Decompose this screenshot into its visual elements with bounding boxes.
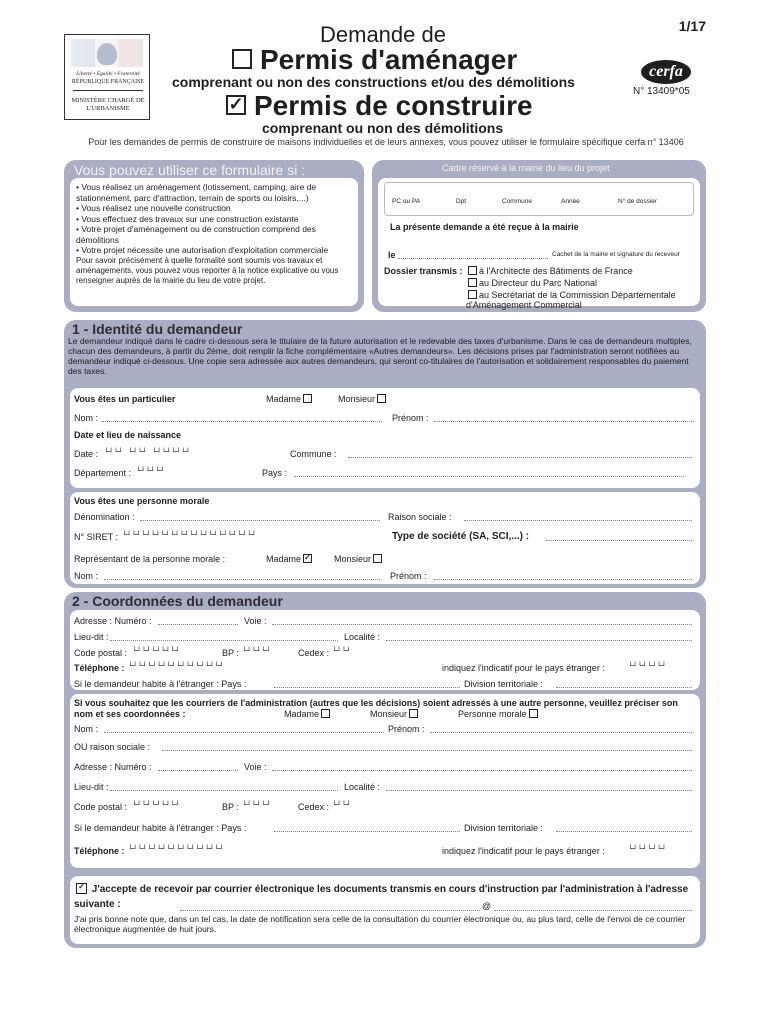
section-coordonnees	[64, 592, 706, 948]
usage-panel	[64, 160, 364, 312]
intro-text: Pour les demandes de permis de construire de maisons individuelles et de leurs annexes, vous pouvez utiliser le formulaire spécifique cerfa n° 13406	[88, 137, 684, 147]
monsieur-checkbox[interactable]	[409, 709, 418, 718]
other-code-postal-field[interactable]: └┘└┘└┘└┘└┘	[132, 801, 181, 810]
representant-monsieur[interactable]: Monsieur	[334, 554, 384, 564]
cdac-checkbox[interactable]	[468, 290, 477, 299]
usage-heading: Vous pouvez utiliser ce formulaire si :	[74, 162, 306, 178]
other-recipient-box	[70, 694, 700, 868]
madame-checkbox[interactable]	[303, 394, 312, 403]
date-label: Date :	[74, 449, 99, 459]
amenager-checkbox[interactable]	[232, 49, 252, 69]
localite-label: Localité :	[344, 632, 381, 642]
type-societe-label: Type de société (SA, SCI,...) :	[392, 531, 530, 542]
rep-nom-label: Nom :	[74, 571, 99, 581]
email-accept[interactable]	[74, 882, 694, 912]
denomination-field[interactable]	[140, 520, 380, 521]
ref-label: Dpt	[456, 198, 467, 205]
pays-label: Pays :	[262, 468, 288, 478]
other-prenom-label: Prénom :	[388, 724, 425, 734]
particulier-box	[70, 388, 700, 488]
pays-field[interactable]	[294, 476, 684, 477]
telephone-field[interactable]: └┘└┘└┘└┘└┘└┘└┘└┘└┘└┘	[128, 662, 225, 671]
voie-label: Voie :	[244, 616, 267, 626]
usage-bullet: • Votre projet nécessite une autorisation d'exploitation commerciale	[76, 245, 329, 255]
mairie-panel	[372, 160, 706, 312]
cerfa-number: N° 13409*05	[633, 86, 690, 97]
birth-heading: Date et lieu de naissance	[74, 430, 182, 440]
email-note: J'ai pris bonne note que, dans un tel cas, la date de notification sera celle de la consultation du courrier électronique ou, au plus tard, celle de l'envoi de ce courrier électronique augmentée de huit jours.	[74, 914, 686, 934]
rep-nom-field[interactable]	[104, 579, 380, 580]
section2-title: 2 - Coordonnées du demandeur	[72, 593, 283, 609]
logo-motto: Liberté • Égalité • Fraternité	[76, 71, 140, 77]
section1-title: 1 - Identité du demandeur	[72, 321, 243, 337]
lieu-dit-label: Lieu-dit :	[74, 632, 109, 642]
monsieur-checkbox[interactable]	[373, 554, 382, 563]
other-telephone-label: Téléphone :	[74, 846, 125, 856]
other-adresse-label: Adresse : Numéro :	[74, 762, 152, 772]
voie-field[interactable]	[272, 624, 692, 625]
bp-label: BP :	[222, 648, 239, 658]
amenager-subtitle: comprenant ou non des constructions et/ou des démolitions	[172, 74, 575, 90]
other-voie-label: Voie :	[244, 762, 267, 772]
division-field[interactable]	[556, 687, 692, 688]
personne-morale-checkbox[interactable]	[529, 709, 538, 718]
le-label: le	[388, 250, 396, 260]
usage-bullet: • Vous réalisez un aménagement (lotissement, camping, aire de stationnement, parc d'attraction, terrain de sports ou loisirs,...)	[76, 182, 317, 203]
other-localite-field[interactable]	[386, 790, 692, 791]
etranger-pays-field[interactable]	[274, 687, 460, 688]
morale-box	[70, 492, 700, 584]
siret-label: N° SIRET :	[74, 532, 118, 542]
nom-field[interactable]	[102, 421, 382, 422]
mairie-heading: Cadre réservé à la mairie du lieu du projet	[442, 163, 610, 173]
date-reception-field[interactable]	[398, 258, 548, 259]
email-box	[70, 876, 700, 944]
stamp-label: Cachet de la mairie et signature du receveur	[552, 251, 680, 258]
received-text: La présente demande a été reçue à la mairie	[390, 222, 579, 232]
rep-prenom-field[interactable]	[434, 579, 692, 580]
bp-field[interactable]: └┘└┘└┘	[242, 647, 271, 656]
departement-label: Département :	[74, 468, 132, 478]
usage-bullets	[76, 182, 352, 286]
other-personne-morale[interactable]: Personne morale	[458, 709, 540, 719]
other-lieu-dit-field[interactable]	[110, 790, 338, 791]
ref-label: Commune	[502, 198, 532, 205]
nom-label: Nom :	[74, 413, 99, 423]
other-etranger-label: Si le demandeur habite à l'étranger : Pays :	[74, 823, 247, 833]
madame-checkbox[interactable]: ✓	[304, 553, 311, 563]
construire-subtitle: comprenant ou non des démolitions	[262, 120, 504, 136]
particulier-heading: Vous êtes un particulier	[74, 394, 176, 404]
cerfa-logo: cerfa	[641, 60, 691, 84]
code-postal-field[interactable]: └┘└┘└┘└┘└┘	[132, 647, 181, 656]
email-checkbox[interactable]: ✓	[76, 883, 87, 894]
marianne-icon	[71, 39, 143, 67]
other-etranger-pays-field[interactable]	[274, 831, 460, 832]
division-label: Division territoriale :	[464, 679, 544, 689]
usage-bullet: • Votre projet d'aménagement ou de construction comprend des démolitions	[76, 224, 316, 245]
lieu-dit-field[interactable]	[110, 640, 338, 641]
other-nom-field[interactable]	[104, 732, 384, 733]
usage-bullet: • Vous effectuez des travaux sur une construction existante	[76, 213, 299, 224]
representant-madame[interactable]: Madame ✓	[266, 553, 311, 564]
other-nom-label: Nom :	[74, 724, 99, 734]
raison-sociale-field[interactable]	[162, 750, 692, 751]
other-bp-field[interactable]: └┘└┘└┘	[242, 801, 271, 810]
morale-heading: Vous êtes une personne morale	[74, 496, 210, 506]
option-amenager[interactable]	[232, 44, 517, 76]
etranger-label: Si le demandeur habite à l'étranger : Pays :	[74, 679, 247, 689]
abf-checkbox[interactable]	[468, 266, 477, 275]
dossier-option-cdac[interactable]: au Secrétariat de la Commission Départementale d'Aménagement Commercial	[466, 290, 676, 311]
commune-label: Commune :	[290, 449, 337, 459]
parc-checkbox[interactable]	[468, 278, 477, 287]
construire-label: Permis de construire	[254, 90, 533, 121]
amenager-label: Permis d'aménager	[260, 44, 518, 75]
other-telephone-field[interactable]: └┘└┘└┘└┘└┘└┘└┘└┘└┘└┘	[128, 845, 225, 854]
usage-bullet: • Vous réalisez une nouvelle construction	[76, 203, 231, 213]
raison-field[interactable]	[464, 520, 692, 521]
other-bp-label: BP :	[222, 802, 239, 812]
numero-field[interactable]	[158, 624, 238, 625]
other-localite-label: Localité :	[344, 782, 381, 792]
other-monsieur[interactable]: Monsieur	[370, 709, 420, 719]
other-cedex-label: Cedex :	[298, 802, 330, 812]
other-division-field[interactable]	[556, 831, 692, 832]
page-number: 1/17	[678, 18, 706, 34]
usage-note: Pour savoir précisément à quelle formalité sont soumis vos travaux et aménagements, vous pouvez vous reporter à la notice explicative ou vous renseigner auprès de la mairie du lieu de votre projet.	[76, 255, 339, 285]
localite-field[interactable]	[386, 640, 692, 641]
representant-label: Représentant de la personne morale :	[74, 554, 226, 564]
cedex-field[interactable]: └┘└┘	[332, 647, 352, 656]
type-societe-field[interactable]	[546, 540, 692, 541]
section-identite	[64, 320, 706, 588]
prenom-label: Prénom :	[392, 413, 429, 423]
prenom-field[interactable]	[434, 421, 694, 422]
section1-intro: Le demandeur indiqué dans le cadre ci-dessous sera le titulaire de la future autorisation et le redevable des taxes d'urbanisme. Dans le cas de demandeurs multiples, chacun des demandeurs, à partir du 2ème, doit remplir la fiche complémentaire «Autres demandeurs». Les décisions prises par l'administration seront notifiées au demandeur indiqué ci-dessous. Une copie sera adressée aux autres demandeurs, qui seront co-titulaires de l'autorisation et solidairement responsables du paiement des taxes.	[68, 336, 692, 376]
other-indicatif-label: indiquez l'indicatif pour le pays étranger :	[442, 846, 605, 856]
commune-field[interactable]	[348, 457, 692, 458]
other-indicatif-field[interactable]: └┘└┘└┘└┘	[628, 845, 667, 854]
code-postal-label: Code postal :	[74, 648, 128, 658]
birth-date-field[interactable]: └┘└┘ └┘└┘ └┘└┘└┘└┘	[104, 448, 191, 457]
siret-field[interactable]: └┘└┘└┘└┘└┘└┘└┘└┘└┘└┘└┘└┘└┘└┘	[122, 531, 257, 540]
email-local-field[interactable]	[180, 910, 480, 911]
other-code-postal-label: Code postal :	[74, 802, 128, 812]
monsieur-checkbox[interactable]	[377, 394, 386, 403]
other-person-text: Si vous souhaitez que les courriers de l'administration (autres que les décisions) soient adressés à une autre personne, veuillez préciser son nom et ses coordonnées :	[74, 698, 678, 719]
telephone-label: Téléphone :	[74, 663, 125, 673]
other-cedex-field[interactable]: └┘└┘	[332, 801, 352, 810]
indicatif-label: indiquez l'indicatif pour le pays étranger :	[442, 663, 605, 673]
raison-sociale-label: OU raison sociale :	[74, 742, 151, 752]
logo-ministry: MINISTÈRE CHARGÉ DE L'URBANISME	[71, 97, 145, 112]
email-domain-field[interactable]	[494, 910, 692, 911]
email-accept-text: J'accepte de recevoir par courrier électronique les documents transmis en cours d'instruction par l'administration à l'adresse suivante :	[74, 884, 689, 910]
construire-checkbox[interactable]: ✓	[226, 95, 246, 115]
denomination-label: Dénomination :	[74, 512, 135, 522]
indicatif-field[interactable]: └┘└┘└┘└┘	[628, 662, 667, 671]
ref-label: Année	[561, 198, 580, 205]
ref-label: PC ou PA	[392, 198, 421, 205]
rep-prenom-label: Prénom :	[390, 571, 427, 581]
other-prenom-field[interactable]	[430, 732, 692, 733]
option-construire[interactable]	[226, 90, 533, 122]
adresse-label: Adresse : Numéro :	[74, 616, 152, 626]
demandeur-address-box	[70, 610, 700, 690]
madame-checkbox[interactable]	[321, 709, 330, 718]
marianne-logo	[64, 34, 150, 120]
logo-republic: RÉPUBLIQUE FRANÇAISE	[71, 79, 145, 85]
email-at: @	[482, 901, 492, 911]
cedex-label: Cedex :	[298, 648, 330, 658]
ref-label: N° de dossier	[618, 198, 658, 205]
other-division-label: Division territoriale :	[464, 823, 544, 833]
particulier-madame[interactable]: Madame	[266, 394, 314, 404]
particulier-monsieur[interactable]: Monsieur	[338, 394, 388, 404]
other-lieu-dit-label: Lieu-dit :	[74, 782, 109, 792]
title-demande: Demande de	[320, 22, 446, 47]
other-voie-field[interactable]	[272, 770, 692, 771]
dossier-label: Dossier transmis :	[384, 266, 463, 276]
dossier-option-abf[interactable]: à l'Architecte des Bâtiments de France	[466, 266, 633, 276]
departement-field[interactable]: └┘└┘└┘	[136, 467, 165, 476]
other-numero-field[interactable]	[158, 770, 238, 771]
other-madame[interactable]: Madame	[284, 709, 332, 719]
raison-label: Raison sociale :	[388, 512, 452, 522]
dossier-option-parc[interactable]: au Directeur du Parc National	[466, 278, 597, 288]
